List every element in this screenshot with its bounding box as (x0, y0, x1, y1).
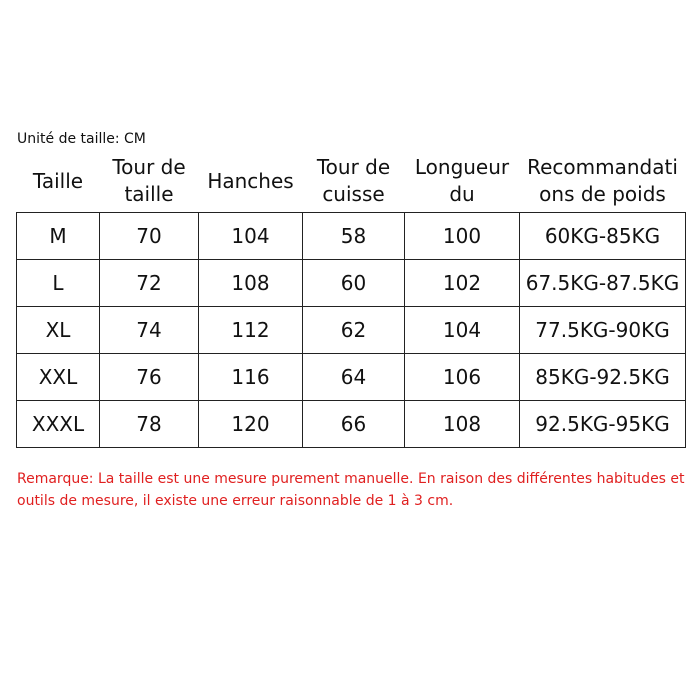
header-length: Longueur du (414, 155, 510, 206)
cell-length: 104 (405, 307, 520, 354)
cell-weight: 67.5KG-87.5KG (520, 260, 686, 307)
cell-length: 102 (405, 260, 520, 307)
cell-size: XXL (17, 354, 100, 401)
header-waist: Tour de taille (112, 155, 186, 206)
table-header (17, 150, 686, 213)
header-row (17, 150, 686, 213)
cell-hips: 108 (199, 260, 303, 307)
cell-thigh: 64 (303, 354, 405, 401)
cell-hips: 104 (199, 213, 303, 260)
cell-weight: 77.5KG-90KG (520, 307, 686, 354)
cell-size: XXXL (17, 401, 100, 448)
cell-hips: 116 (199, 354, 303, 401)
table-row (17, 260, 686, 307)
cell-size: L (17, 260, 100, 307)
cell-thigh: 60 (303, 260, 405, 307)
table-row (17, 307, 686, 354)
cell-length: 108 (405, 401, 520, 448)
cell-waist: 76 (100, 354, 199, 401)
cell-thigh: 66 (303, 401, 405, 448)
table-row (17, 401, 686, 448)
cell-hips: 112 (199, 307, 303, 354)
size-chart-table (16, 150, 686, 448)
cell-waist: 70 (100, 213, 199, 260)
header-thigh: Tour de cuisse (316, 155, 391, 206)
cell-weight: 85KG-92.5KG (520, 354, 686, 401)
cell-weight: 92.5KG-95KG (520, 401, 686, 448)
table-body (17, 213, 686, 448)
cell-length: 106 (405, 354, 520, 401)
table-row (17, 213, 686, 260)
cell-size: XL (17, 307, 100, 354)
cell-size: M (17, 213, 100, 260)
cell-waist: 72 (100, 260, 199, 307)
measurement-remark: Remarque: La taille est une mesure purement manuelle. En raison des différentes habitudes et outils de mesure, il existe une erreur raisonnable de 1 à 3 cm. (17, 471, 685, 509)
cell-length: 100 (405, 213, 520, 260)
header-weight-recommendation: Recommandati ons de poids (527, 155, 678, 206)
unit-label: Unité de taille: CM (17, 131, 146, 147)
cell-hips: 120 (199, 401, 303, 448)
cell-waist: 74 (100, 307, 199, 354)
cell-thigh: 58 (303, 213, 405, 260)
cell-thigh: 62 (303, 307, 405, 354)
cell-weight: 60KG-85KG (520, 213, 686, 260)
header-hips: Hanches (207, 168, 294, 193)
table-row (17, 354, 686, 401)
cell-waist: 78 (100, 401, 199, 448)
header-size: Taille (32, 168, 84, 193)
